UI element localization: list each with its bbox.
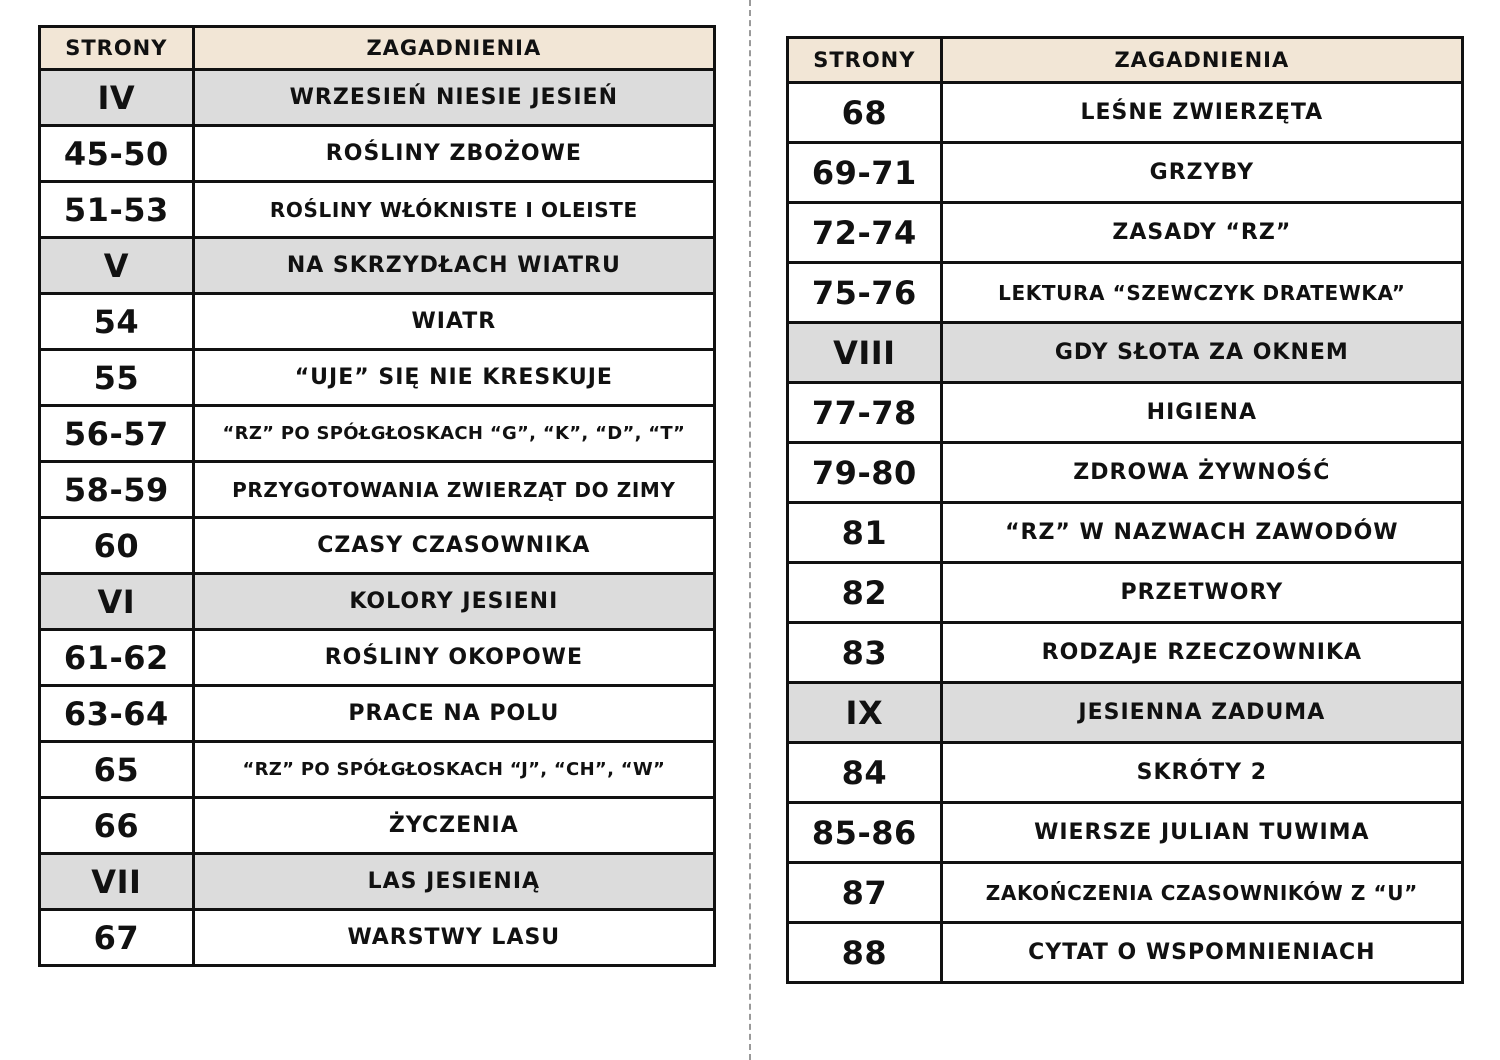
page-range: 67 — [40, 910, 194, 966]
page-range: 56-57 — [40, 406, 194, 462]
topic-title: “RZ” PO SPÓŁGŁOSKACH “G”, “K”, “D”, “T” — [193, 406, 714, 462]
page-range: 65 — [40, 742, 194, 798]
topic-title: WIATR — [193, 294, 714, 350]
page-range: 87 — [788, 863, 942, 923]
topic-title: ZASADY “RZ” — [941, 203, 1462, 263]
topic-title: ŻYCZENIA — [193, 798, 714, 854]
page-divider — [749, 0, 751, 1060]
topic-title: ROŚLINY WŁÓKNISTE I OLEISTE — [193, 182, 714, 238]
section-title: KOLORY JESIENI — [193, 574, 714, 630]
topic-title: ROŚLINY ZBOŻOWE — [193, 126, 714, 182]
topic-title: LEKTURA “SZEWCZYK DRATEWKA” — [941, 263, 1462, 323]
topic-title: RODZAJE RZECZOWNIKA — [941, 623, 1462, 683]
section-title: JESIENNA ZADUMA — [941, 683, 1462, 743]
table-row — [788, 443, 1463, 503]
table-row — [40, 630, 715, 686]
page-range: 81 — [788, 503, 942, 563]
topic-title: CYTAT O WSPOMNIENIACH — [941, 923, 1462, 983]
topic-title: “RZ” W NAZWACH ZAWODÓW — [941, 503, 1462, 563]
topic-title: WIERSZE JULIAN TUWIMA — [941, 803, 1462, 863]
page-range: 55 — [40, 350, 194, 406]
table-row — [788, 743, 1463, 803]
page-range: 60 — [40, 518, 194, 574]
section-number: VIII — [788, 323, 942, 383]
header-topics: ZAGADNIENIA — [193, 27, 714, 70]
header-topics: ZAGADNIENIA — [941, 38, 1462, 83]
topic-title: ZDROWA ŻYWNOŚĆ — [941, 443, 1462, 503]
table-row — [40, 182, 715, 238]
table-header-row — [788, 38, 1463, 83]
section-row — [40, 238, 715, 294]
topic-title: PRACE NA POLU — [193, 686, 714, 742]
table-row — [40, 910, 715, 966]
page-range: 45-50 — [40, 126, 194, 182]
topic-title: GRZYBY — [941, 143, 1462, 203]
table-row — [40, 406, 715, 462]
header-pages: STRONY — [40, 27, 194, 70]
topic-title: ROŚLINY OKOPOWE — [193, 630, 714, 686]
page-range: 61-62 — [40, 630, 194, 686]
section-title: GDY SŁOTA ZA OKNEM — [941, 323, 1462, 383]
table-row — [788, 803, 1463, 863]
page-range: 66 — [40, 798, 194, 854]
toc-table-right — [786, 36, 1464, 984]
table-row — [788, 203, 1463, 263]
page-range: 83 — [788, 623, 942, 683]
table-row — [40, 294, 715, 350]
section-number: IV — [40, 70, 194, 126]
page-range: 84 — [788, 743, 942, 803]
topic-title: “UJE” SIĘ NIE KRESKUJE — [193, 350, 714, 406]
page-range: 68 — [788, 83, 942, 143]
section-row — [788, 683, 1463, 743]
topic-title: WARSTWY LASU — [193, 910, 714, 966]
toc-table-left — [38, 25, 716, 967]
page-range: 75-76 — [788, 263, 942, 323]
section-title: WRZESIEŃ NIESIE JESIEŃ — [193, 70, 714, 126]
topic-title: CZASY CZASOWNIKA — [193, 518, 714, 574]
section-row — [40, 70, 715, 126]
section-title: NA SKRZYDŁACH WIATRU — [193, 238, 714, 294]
page-range: 88 — [788, 923, 942, 983]
page-range: 54 — [40, 294, 194, 350]
page-range: 58-59 — [40, 462, 194, 518]
table-row — [788, 623, 1463, 683]
table-row — [40, 798, 715, 854]
topic-title: SKRÓTY 2 — [941, 743, 1462, 803]
table-row — [40, 126, 715, 182]
section-number: VI — [40, 574, 194, 630]
table-row — [40, 742, 715, 798]
section-row — [40, 854, 715, 910]
section-number: VII — [40, 854, 194, 910]
section-number: V — [40, 238, 194, 294]
table-row — [40, 518, 715, 574]
section-row — [40, 574, 715, 630]
page-range: 77-78 — [788, 383, 942, 443]
table-row — [40, 686, 715, 742]
page-range: 85-86 — [788, 803, 942, 863]
table-row — [788, 143, 1463, 203]
section-title: LAS JESIENIĄ — [193, 854, 714, 910]
section-number: IX — [788, 683, 942, 743]
header-pages: STRONY — [788, 38, 942, 83]
table-row — [788, 83, 1463, 143]
table-row — [788, 563, 1463, 623]
table-row — [788, 263, 1463, 323]
topic-title: ZAKOŃCZENIA CZASOWNIKÓW Z “U” — [941, 863, 1462, 923]
table-row — [788, 863, 1463, 923]
table-row — [40, 462, 715, 518]
page-range: 63-64 — [40, 686, 194, 742]
table-header-row — [40, 27, 715, 70]
page-range: 69-71 — [788, 143, 942, 203]
table-row — [788, 503, 1463, 563]
page-range: 82 — [788, 563, 942, 623]
section-row — [788, 323, 1463, 383]
topic-title: PRZETWORY — [941, 563, 1462, 623]
table-row — [40, 350, 715, 406]
table-row — [788, 383, 1463, 443]
topic-title: LEŚNE ZWIERZĘTA — [941, 83, 1462, 143]
page-range: 51-53 — [40, 182, 194, 238]
page-range: 72-74 — [788, 203, 942, 263]
page-range: 79-80 — [788, 443, 942, 503]
table-row — [788, 923, 1463, 983]
topic-title: PRZYGOTOWANIA ZWIERZĄT DO ZIMY — [193, 462, 714, 518]
topic-title: HIGIENA — [941, 383, 1462, 443]
topic-title: “RZ” PO SPÓŁGŁOSKACH “J”, “CH”, “W” — [193, 742, 714, 798]
